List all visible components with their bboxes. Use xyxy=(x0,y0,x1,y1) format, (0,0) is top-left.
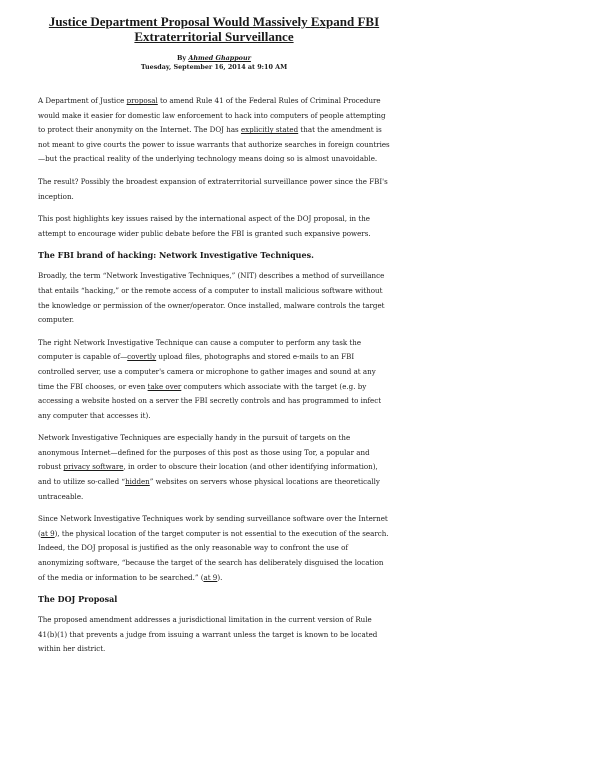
paragraph xyxy=(38,512,390,585)
paragraph xyxy=(38,336,390,424)
explicitly-stated-link[interactable]: explicitly stated xyxy=(240,125,299,135)
text: , in order to obscure their location (and other identifying information), and to utilize so-called “ xyxy=(38,462,378,487)
author-link[interactable]: Ahmed Ghappour xyxy=(188,54,251,62)
article-body xyxy=(38,94,390,657)
paragraph: Broadly, the term “Network Investigative Techniques,” (NIT) describes a method of surveillance that entails “hacking,” or the remote access of a computer to install malicious software without the knowledge or permission of the owner/operator. Once installed, malware controls the target computer. xyxy=(38,271,385,325)
text: Network Investigative Techniques are especially handy in the pursuit of targets on the anonymous Internet—defined for the purposes of this post as those using Tor, a popular and robust xyxy=(38,433,370,472)
byline xyxy=(38,54,390,63)
paragraph xyxy=(38,431,390,504)
hidden-link[interactable]: hidden xyxy=(125,477,150,487)
text: that the amendment is not meant to give courts the power to issue warrants that authorize searches in foreign countries—but the practical reality of the underlying technology means doing so is almost unavoidable. xyxy=(38,125,390,164)
article-title: Justice Department Proposal Would Massively Expand FBI Extraterritorial Surveillance xyxy=(48,14,380,44)
at-9-link[interactable]: at 9 xyxy=(40,528,55,538)
paragraph: The proposed amendment addresses a jurisdictional limitation in the current version of Rule 41(b)(1) that prevents a judge from issuing a warrant unless the target is known to be located within her district. xyxy=(38,615,378,654)
text: Since Network Investigative Techniques work by sending surveillance software over the Internet ( xyxy=(38,514,388,538)
at-9-link[interactable]: at 9 xyxy=(203,572,218,582)
take-over-link[interactable]: take over xyxy=(147,381,182,391)
proposal-link[interactable]: proposal xyxy=(126,96,158,105)
document-page xyxy=(38,14,390,665)
text: ). xyxy=(217,572,223,582)
covertly-link[interactable]: covertly xyxy=(127,352,157,362)
privacy-software-link[interactable]: privacy software xyxy=(63,462,124,472)
text: A Department of Justice xyxy=(38,96,127,105)
text: ), the physical location of the target computer is not essential to the execution of the search. Indeed, the DOJ proposal is justified as the only reasonable way to confront the use of anonymizing software, “because the target of the search has deliberately disguised the location of the media or information to be searched.” ( xyxy=(38,528,389,582)
text: to amend Rule 41 of the Federal Rules of Criminal Procedure would make it easier for domestic law enforcement to hack into computers of people attempting to protect their anonymity on the Internet. The DOJ has xyxy=(38,96,386,135)
section-heading: The DOJ Proposal xyxy=(38,594,118,605)
paragraph: This post highlights key issues raised by the international aspect of the DOJ proposal, in the attempt to encourage wider public debate before the FBI is granted such expansive powers. xyxy=(38,214,371,238)
section-heading: The FBI brand of hacking: Network Investigative Techniques. xyxy=(38,250,314,261)
text: upload files, photographs and stored e-mails to an FBI controlled server, use a computer's camera or microphone to gather images and sound at any time the FBI chooses, or even xyxy=(38,352,376,391)
paragraph xyxy=(38,94,390,167)
publish-date: Tuesday, September 16, 2014 at 9:10 AM xyxy=(140,63,288,71)
text: The right Network Investigative Technique can cause a computer to perform any task the computer is capable of— xyxy=(38,337,362,362)
text: computers which associate with the target (e.g. by accessing a website hosted on a server the FBI secretly controls and has programmed to infect any computer that accesses it). xyxy=(38,381,382,420)
byline-prefix: By xyxy=(177,54,189,62)
text: ” websites on servers whose physical locations are theoretically untraceable. xyxy=(38,477,380,501)
paragraph: The result? Possibly the broadest expansion of extraterritorial surveillance power since the FBI's inception. xyxy=(38,176,388,201)
